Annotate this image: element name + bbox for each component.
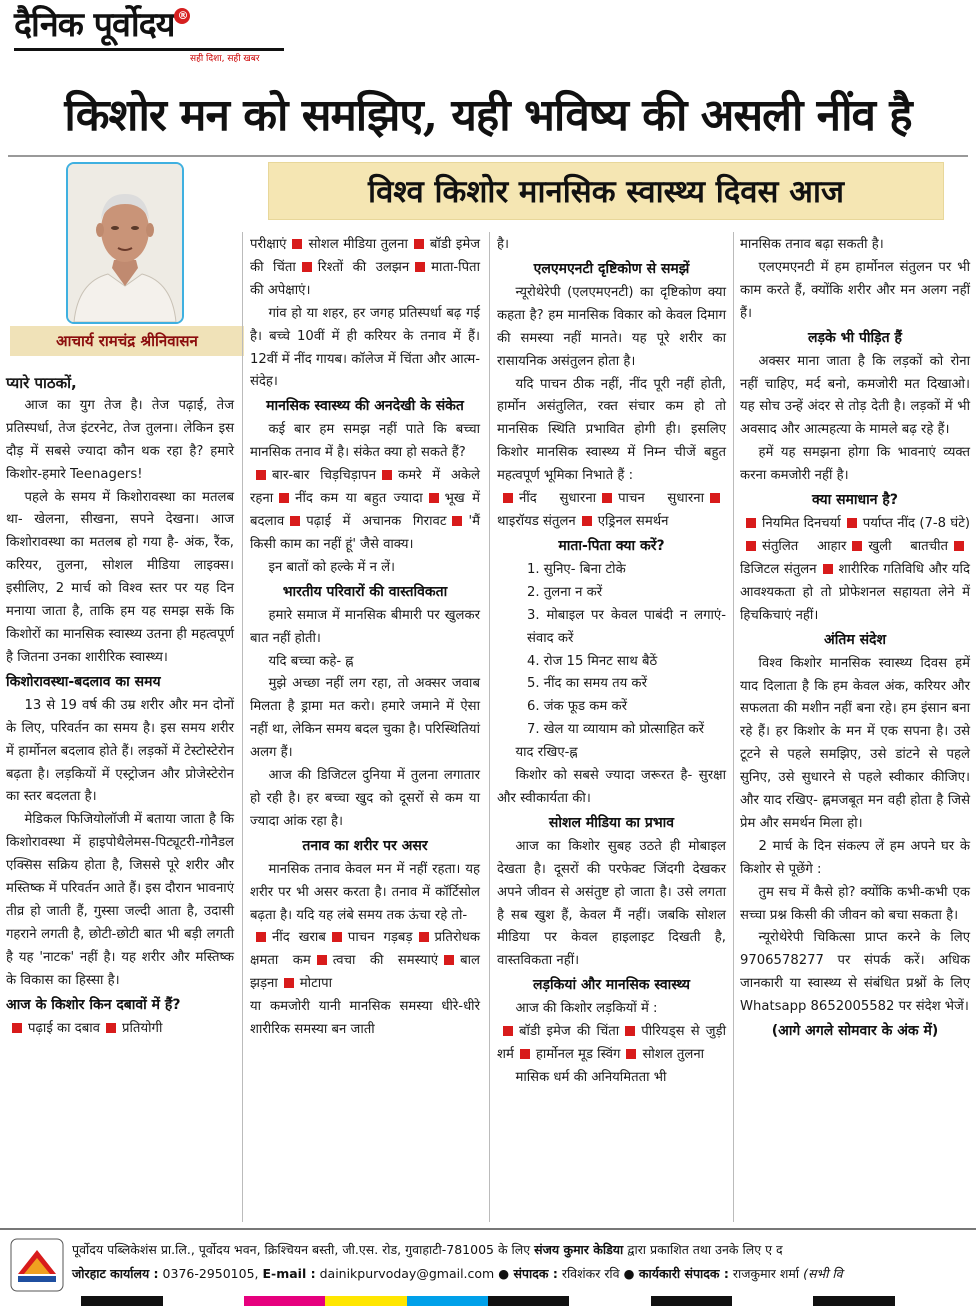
paragraph: आज का युग तेज है। तेज पढ़ाई, तेज प्रतिस्पर्धा, तेज इंटरनेट, तेज तुलना। लेकिन इस दौड़ में सबसे ज्यादा कौन थक रहा है? हमारे किशोर-हमारे Teenagers! [6,397,234,482]
bullet-icon [452,516,462,526]
paragraph: किशोर को सबसे ज्यादा जरूरत है- सुरक्षा और स्वीकार्यता की। [497,768,726,806]
list-item: 6. जंक फूड कम करें [527,699,628,715]
bullet-icon [710,493,720,503]
subheadline-banner: विश्व किशोर मानसिक स्वास्थ्य दिवस आज [268,162,944,220]
column-divider [489,232,490,1222]
paragraph: पहले के समय में किशोरावस्था का मतलब था- खेलना, सीखना, सपने देखना। आज किशोरावस्था का मतलब हो गया है- अंक, रैंक, करियर, तुलना, सोशल मीडिया लाइक्स। इसीलिए, 2 मार्च को विश्व स्तर पर यह दिन मनाया जाता है, ताकि हम यह समझ सकें कि किशोरों का मानसिक स्वास्थ्य उतना ही महत्वपूर्ण है जितना उनका शारीरिक स्वास्थ्य। [6,489,234,665]
section-heading: माता-पिता क्या करें? [558,537,665,554]
paragraph: आज की डिजिटल दुनिया में तुलना लगातार हो रही है। हर बच्चा खुद को दूसरों से कम या ज्यादा आंक रहा है। [250,768,480,829]
bullet-icon [746,518,756,528]
paragraph: एलएमएनटी में हम हार्मोनल संतुलन पर भी काम करते हैं, क्योंकि शरीर और मन अलग नहीं हैं। [740,259,970,321]
bullet-icon [954,541,964,551]
paragraph: यदि पाचन ठीक नहीं, नींद पूरी नहीं होती, हार्मोन असंतुलित, रक्त संचार कम हो तो मानसिक स्थिति प्रभावित होगी ही। इसलिए किशोर मानसिक स्वास्थ्य में निम्न चीजें बहुत महत्वपूर्ण भूमिका निभाते हैं : [497,376,726,484]
bullet-icon [823,564,833,574]
list-item: 4. रोज 15 मिनट साथ बैठें [527,653,658,669]
paragraph: गांव हो या शहर, हर जगह प्रतिस्पर्धा बढ़ गई है। बच्चे 10वीं में ही करियर के तनाव में हैं। 12वीं में नींद गायब। कॉलेज में चिंता और आत्म-संदेह। [250,305,480,390]
masthead [14,4,284,74]
paragraph: आज की किशोर लड़कियों में : [515,1001,658,1017]
paragraph: न्यूरोथेरेपी चिकित्सा प्राप्त करने के लिए 9706578277 पर संपर्क करें। अधिक जानकारी या स्वास्थ्य से संबंधित प्रश्नों के लिए Whatsapp 8652005582 पर संदेश भेजें। [740,930,970,1015]
paragraph: विश्व किशोर मानसिक स्वास्थ्य दिवस हमें याद दिलाता है कि हम केवल अंक, करियर और सफलता की मशीन नहीं बना रहे। हम इंसान बना रहे हैं। हर किशोर के मन में एक सपना है। उसे टूटने से पहले समझिए, उसे डांटने से पहले सुनिए, उसे सुधारने से पहले स्वीकार कीजिए। और याद रखिए- ह्नमजबूत मन वही होता है जिसे प्रेम और समर्थन मिला हो। [740,655,970,831]
list-item: 7. खेल या व्यायाम को प्रोत्साहित करें [527,722,705,738]
headline-rule [8,155,968,157]
print-color-bar [0,1296,976,1306]
bullet-icon [284,978,294,988]
article-column-2 [250,234,480,1042]
section-heading: क्या समाधान है? [811,492,898,509]
imprint-line-2: जोरहाट कार्यालय : 0376-2950105, E-mail : dainikpurvoday@gmail.com ● संपादक : रविशंकर रवि ● कार्यकारी संपादक : राजकुमार शर्मा (सभी वि [72,1266,843,1281]
bullet-icon [332,932,342,942]
logo-dot-icon: ® [174,8,190,24]
paragraph: हमारे समाज में मानसिक बीमारी पर खुलकर बात नहीं होती। [250,607,480,646]
newspaper-logo: दैनिक पूर्वोदय ® [14,4,284,46]
masthead-tagline: सही दिशा, सही खबर [190,54,260,64]
list-item: 1. सुनिए- बिना टोके [527,561,626,577]
bullet-icon [444,955,454,965]
headline: किशोर मन को समझिए, यही भविष्य की असली नींव है [64,90,912,141]
paragraph: है। [497,237,510,252]
list-item: 5. नींद का समय तय करें [527,676,647,692]
bullet-icon [317,955,327,965]
paragraph: तुम सच में कैसे हो? क्योंकि कभी-कभी एक सच्चा प्रश्न किसी की जीवन को बचा सकता है। [740,884,970,923]
bullet-icon [429,493,439,503]
section-heading: भारतीय परिवारों की वास्तविकता [282,583,448,600]
section-heading: लड़के भी पीड़ित हैं [808,329,902,346]
footer-rule [0,1228,976,1230]
publisher-logo-icon [10,1238,64,1292]
bullet-icon [292,239,302,249]
paragraph: मानसिक तनाव केवल मन में नहीं रहता। यह शरीर पर भी असर करता है। तनाव में कॉर्टिसोल बढ़ता है। यदि यह लंबे समय तक ऊंचा रहे तो- [250,861,480,923]
bullet-icon [503,493,513,503]
section-heading: किशोरावस्था-बदलाव का समय [6,673,161,690]
bullet-icon [626,1049,636,1059]
bullet-icon [290,516,300,526]
bullet-line: पढ़ाई का दबाव प्रतियोगी [6,1018,234,1041]
salutation: प्यारे पाठकों, [6,374,77,392]
author-portrait-icon [68,164,182,322]
bullet-icon [414,239,424,249]
bullet-icon [302,262,312,272]
bullet-icon [503,1026,513,1036]
bullet-icon [12,1023,22,1033]
paragraph: 2 मार्च के दिन संकल्प लें हम अपने घर के किशोर से पूछेंगे : [740,838,970,877]
bullet-icon [419,932,429,942]
bullet-list: नींद सुधारना पाचन सुधारनाथाइरॉयड संतुलन एड्रिनल समर्थन [497,488,726,534]
bullet-icon [382,470,392,480]
imprint-line-1: पूर्वोदय पब्लिकेशंस प्रा.लि., पूर्वोदय भवन, क्रिश्चियन बस्ती, जी.एस. रोड, गुवाहाटी-781005 के लिए संजय कुमार केडिया द्वारा प्रकाशित तथा उनके लिए ए द [72,1242,783,1257]
section-heading: सोशल मीडिया का प्रभाव [548,814,675,831]
email-link[interactable]: dainikpurvoday@gmail.com [319,1266,495,1281]
bullet-list: परीक्षाएं सोशल मीडिया तुलना बॉडी इमेज की चिंता रिश्तों की उलझन माता-पिता की अपेक्षाएं। [250,237,480,298]
section-heading: लड़कियां और मानसिक स्वास्थ्य [533,977,690,994]
paragraph: न्यूरोथेरेपी (एलएमएनटी) का दृष्टिकोण क्या कहता है? हम मानसिक विकार को केवल दिमाग की समस्या नहीं मानते। यह पूरे शरीर का रासायनिक असंतुलन होता है। [497,284,726,369]
article-column-3 [497,234,726,1090]
author-photo [66,162,184,324]
paragraph: हमें यह समझना होगा कि भावनाएं व्यक्त करना कमजोरी नहीं है। [740,445,970,484]
paragraph: अक्सर माना जाता है कि लड़कों को रोना नहीं चाहिए, मर्द बनो, कमजोरी मत दिखाओ। यह सोच उन्हें अंदर से तोड़ देती है। लड़कों में भी अवसाद और आत्महत्या के मामले बढ़ रहे हैं। [740,353,970,438]
publisher-name: संजय कुमार केडिया [534,1242,624,1257]
article-column-4 [740,234,970,1044]
paragraph: मानसिक तनाव बढ़ा सकती है। [740,237,884,252]
bullet-icon [847,518,857,528]
author-byline: आचार्य रामचंद्र श्रीनिवासन [10,326,244,356]
bullet-list: नींद खराब पाचन गड़बड़ प्रतिरोधक क्षमता कम त्वचा की समस्याएं बाल झड़ना मोटापा [250,930,480,992]
section-heading: एलएमएनटी दृष्टिकोण से समझें [533,260,690,277]
column-divider [242,232,243,1222]
bullet-list: बॉडी इमेज की चिंता पीरियड्स से जुड़ी शर्म हार्मोनल मूड स्विंग सोशल तुलना [497,1024,727,1063]
paragraph: मेडिकल फिजियोलॉजी में बताया जाता है कि किशोरावस्था में हाइपोथैलेमस-पिट्यूटरी-गोनैडल एक्सिस सक्रिय होता है, जिससे पूरे शरीर और मस्तिष्क में परिवर्तन आते हैं। इस दौरान भावनाएं तीव्र हो जाती हैं, गुस्सा जल्दी आता है, उदासी गहराने लगती है, छोटी-छोटी बात भी बड़ी लगती है यह 'नाटक' नहीं है। यह शरीर और मस्तिष्क के विकास का हिस्सा है। [6,812,234,988]
column-divider [733,232,734,1222]
paragraph: आज का किशोर सुबह उठते ही मोबाइल देखता है। दूसरों की परफेक्ट जिंदगी देखकर अपने जीवन से असंतुष्ट हो जाता है। उसे लगता है सब खुश हैं, केवल मैं नहीं। जबकि सोशल मीडिया पर केवल हाइलाइट दिखती है, वास्तविकता नहीं। [497,838,726,969]
bullet-icon [625,1026,635,1036]
bullet-icon [106,1023,116,1033]
bullet-icon [602,493,612,503]
section-heading: अंतिम संदेश [824,631,886,648]
paragraph: इन बातों को हल्के में न लें। [268,559,396,575]
section-heading: तनाव का शरीर पर असर [302,837,428,854]
bullet-icon [279,493,289,503]
paragraph: यदि बच्चा कहे- ह्न [268,653,354,669]
paragraph: 13 से 19 वर्ष की उम्र शरीर और मन दोनों के लिए, परिवर्तन का समय है। इस समय शरीर में हार्मोनल बदलाव होते हैं। लड़कों में टेस्टोस्टेरोन बढ़ता है। लड़कियों में एस्ट्रोजन और प्रोजेस्टेरोन का स्तर बदलता है। [6,697,234,805]
paragraph: या कमजोरी यानी मानसिक समस्या धीरे-धीरे शारीरिक समस्या बन जाती [250,999,480,1038]
bullet-icon [852,541,862,551]
bullet-icon [582,516,592,526]
bullet-icon [256,932,266,942]
numbered-list [497,559,726,742]
section-heading: आज के किशोर किन दबावों में हैं? [6,996,181,1013]
bullet-list: नियमित दिनचर्या पर्याप्त नींद (7-8 घंटे)संतुलित आहार खुली बातचीतडिजिटल संतुलन शारीरिक गतिविधि और यदि आवश्यकता हो तो प्रोफेशनल सहायता लेने में हिचकिचाएं नहीं। [740,516,970,623]
bullet-icon [746,541,756,551]
bullet-icon [520,1049,530,1059]
bullet-list: बार-बार चिड़चिड़ापन कमरे में अकेले रहना नींद कम या बहुत ज्यादा भूख में बदलाव पढ़ाई में अचानक गिरावट 'मैं किसी काम का नहीं हूं' जैसे वाक्य। [250,468,480,552]
article-column-1 [6,372,234,1040]
list-item: 3. मोबाइल पर केवल पाबंदी न लगाएं-संवाद करें [527,607,726,646]
paragraph: मुझे अच्छा नहीं लग रहा, तो अक्सर जवाब मिलता है ड्रामा मत करो। हमारे जमाने में ऐसा नहीं था, लेकिन समय बदल चुका है। परिस्थितियां अलग हैं। [250,676,480,761]
imprint-footer [0,1232,976,1296]
paragraph: कई बार हम समझ नहीं पाते कि बच्चा मानसिक तनाव में है। संकेत क्या हो सकते हैं? [250,422,480,461]
continued-note: (आगे अगले सोमवार के अंक में) [771,1023,939,1040]
paragraph: याद रखिए-ह्न [515,745,578,761]
bullet-icon [256,470,266,480]
paragraph: मासिक धर्म की अनियमितता भी [515,1070,667,1085]
section-heading: मानसिक स्वास्थ्य की अनदेखी के संकेत [266,398,464,415]
bullet-icon [415,262,425,272]
list-item: 2. तुलना न करें [527,584,603,600]
